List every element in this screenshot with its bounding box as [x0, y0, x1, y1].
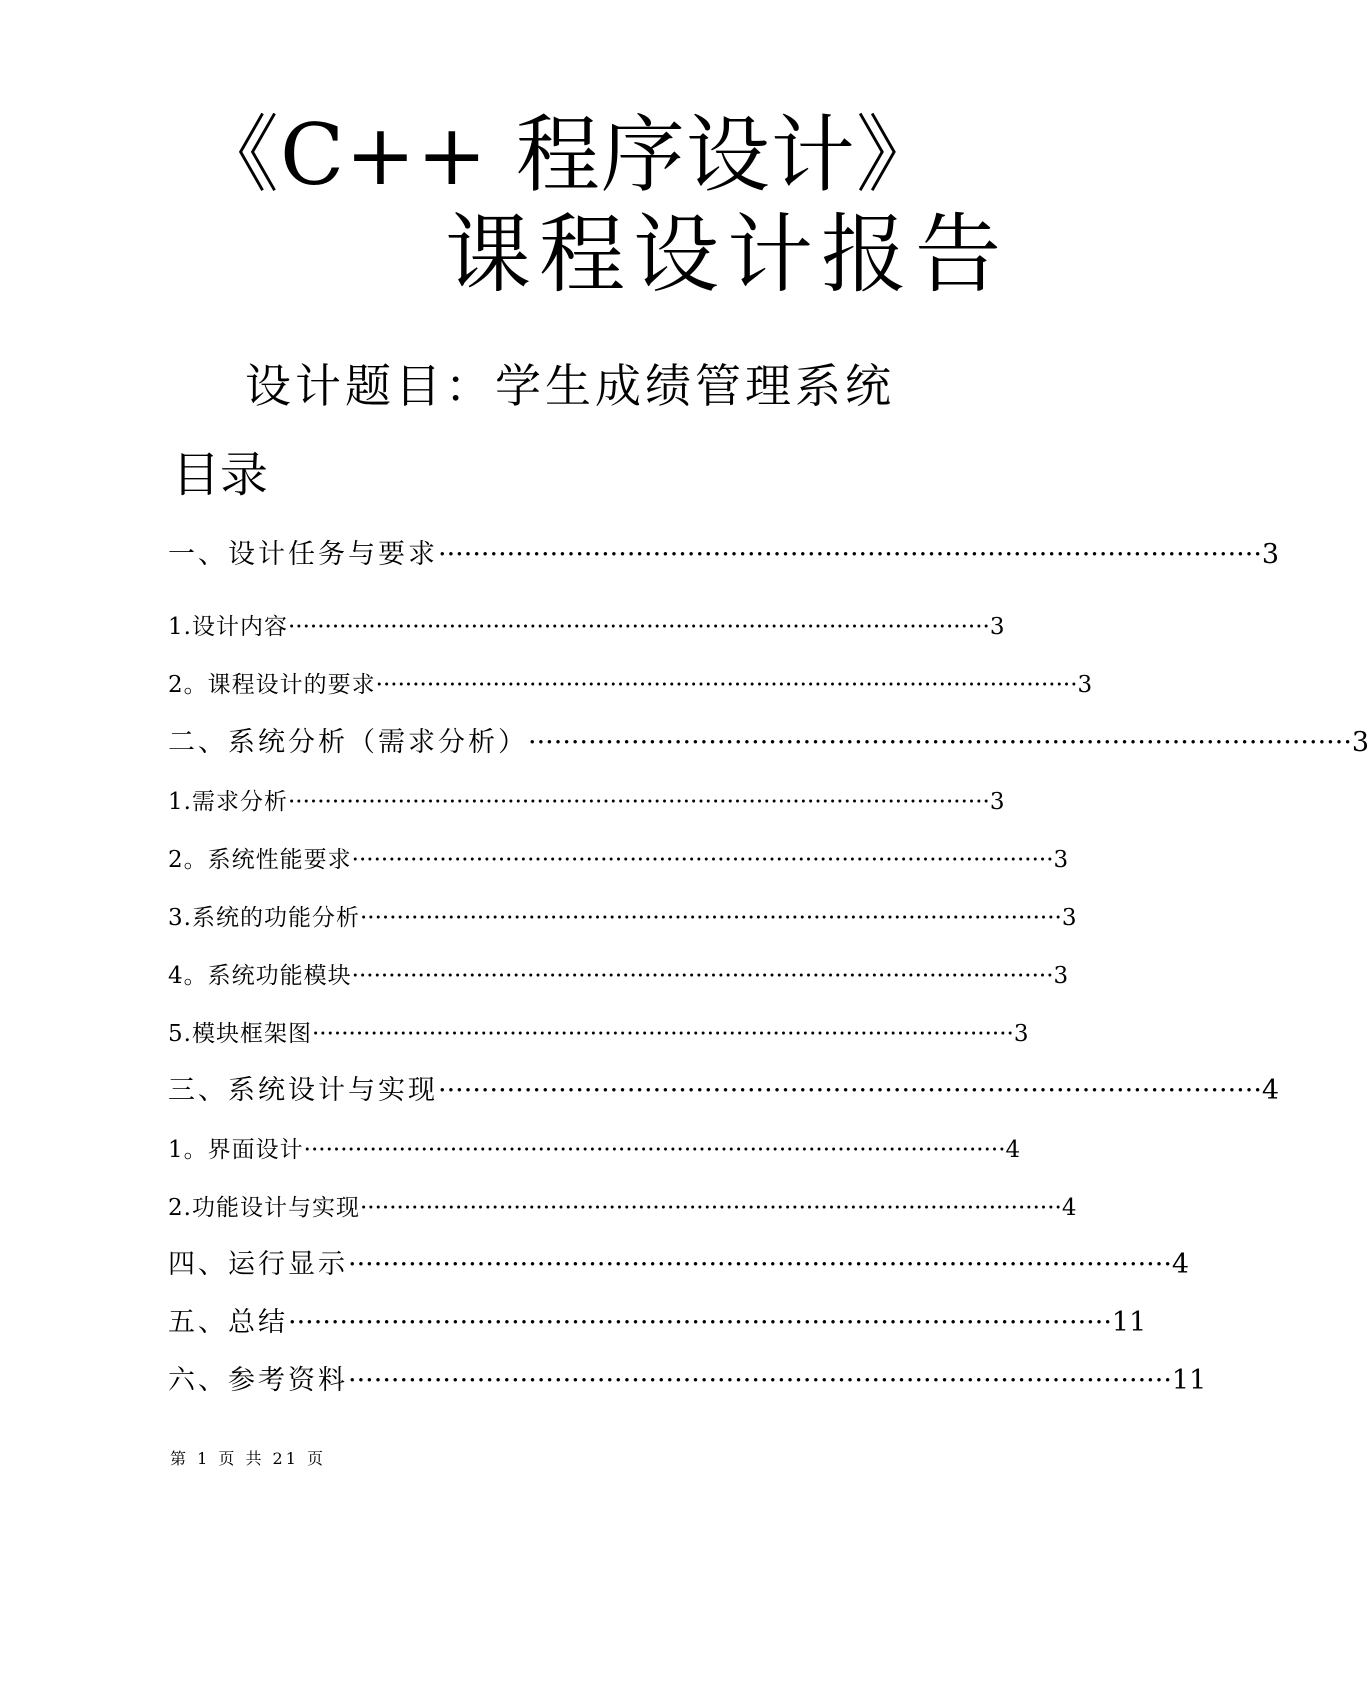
toc-entry-text: 1。界面设计: [168, 1137, 304, 1163]
toc-leader-dots: ································································································: [375, 672, 1078, 698]
toc-leader-dots: ································································································: [351, 847, 1054, 873]
toc-entry-page: 11: [1171, 1365, 1207, 1396]
toc-entry-page: 3: [1053, 847, 1069, 873]
toc-entry-page: 3: [1061, 905, 1077, 931]
toc-entry-page: 3: [1077, 672, 1093, 698]
toc-entry-page: 3: [1351, 727, 1369, 758]
toc-entry-text: 一、设计任务与要求: [168, 539, 438, 570]
toc-leader-dots: ································································································: [288, 1307, 1112, 1338]
toc-entry-page: 4: [1171, 1249, 1190, 1280]
toc-entry-text: 五、总结: [168, 1307, 288, 1338]
toc-entry-page: 3: [1261, 539, 1280, 570]
toc-entry: [168, 1189, 1077, 1222]
toc-leader-dots: ································································································: [438, 1075, 1262, 1106]
toc-leader-dots: ································································································: [287, 789, 990, 815]
toc-entry-text: 2.功能设计与实现: [168, 1195, 360, 1221]
toc-entry: [168, 532, 1280, 571]
toc-entry-text: 1.需求分析: [168, 789, 288, 815]
toc-entry-text: 1.设计内容: [168, 614, 288, 640]
toc-entry-page: 4: [1005, 1137, 1021, 1163]
toc-entry-page: 3: [1013, 1021, 1029, 1047]
page-footer: 第 1 页 共 21 页: [170, 1449, 326, 1468]
toc-entry-page: 3: [989, 614, 1005, 640]
toc-entry: [168, 720, 1369, 759]
toc-entry-text: 二、系统分析（需求分析）: [168, 727, 528, 758]
toc-entry-text: 3.系统的功能分析: [168, 905, 360, 931]
report-title-line2: 课程设计报告: [445, 205, 1009, 305]
toc-entry: [168, 1358, 1207, 1397]
toc-entry-page: 11: [1111, 1307, 1147, 1338]
report-title-line1: 《C++ 程序设计》: [195, 106, 941, 204]
toc-entry-text: 5.模块框架图: [168, 1021, 312, 1047]
toc-entry-text: 4。系统功能模块: [168, 963, 352, 989]
toc-entry-text: 三、系统设计与实现: [168, 1075, 438, 1106]
toc-entry: [168, 957, 1069, 990]
toc-entry-text: 2。课程设计的要求: [168, 672, 376, 698]
toc-entry: [168, 841, 1069, 874]
toc-entry-text: 四、运行显示: [168, 1249, 348, 1280]
toc-leader-dots: ································································································: [351, 963, 1054, 989]
toc-leader-dots: ································································································: [438, 539, 1262, 570]
toc-leader-dots: ································································································: [303, 1137, 1006, 1163]
toc-entry: [168, 666, 1093, 699]
toc-entry-page: 3: [989, 789, 1005, 815]
toc-leader-dots: ································································································: [359, 1195, 1062, 1221]
toc-leader-dots: ································································································: [287, 614, 990, 640]
toc-entry-page: 4: [1261, 1075, 1280, 1106]
toc-leader-dots: ································································································: [348, 1249, 1172, 1280]
toc-leader-dots: ································································································: [311, 1021, 1014, 1047]
toc-entry: [168, 1131, 1021, 1164]
toc-entry: [168, 1242, 1190, 1281]
toc-leader-dots: ································································································: [348, 1365, 1172, 1396]
toc-entry: [168, 1068, 1280, 1107]
toc-heading: 目录: [172, 447, 269, 503]
toc-entry: [168, 899, 1077, 932]
toc-entry-text: 2。系统性能要求: [168, 847, 352, 873]
toc-entry: [168, 608, 1005, 641]
toc-entry-page: 4: [1061, 1195, 1077, 1221]
design-subject: 设计题目：学生成绩管理系统: [245, 359, 895, 413]
toc-entry: [168, 783, 1005, 816]
toc-leader-dots: ································································································: [359, 905, 1062, 931]
toc-entry: [168, 1300, 1147, 1339]
toc-entry-text: 六、参考资料: [168, 1365, 348, 1396]
toc-entry-page: 3: [1053, 963, 1069, 989]
toc-entry: [168, 1015, 1029, 1048]
toc-leader-dots: ································································································: [528, 727, 1352, 758]
